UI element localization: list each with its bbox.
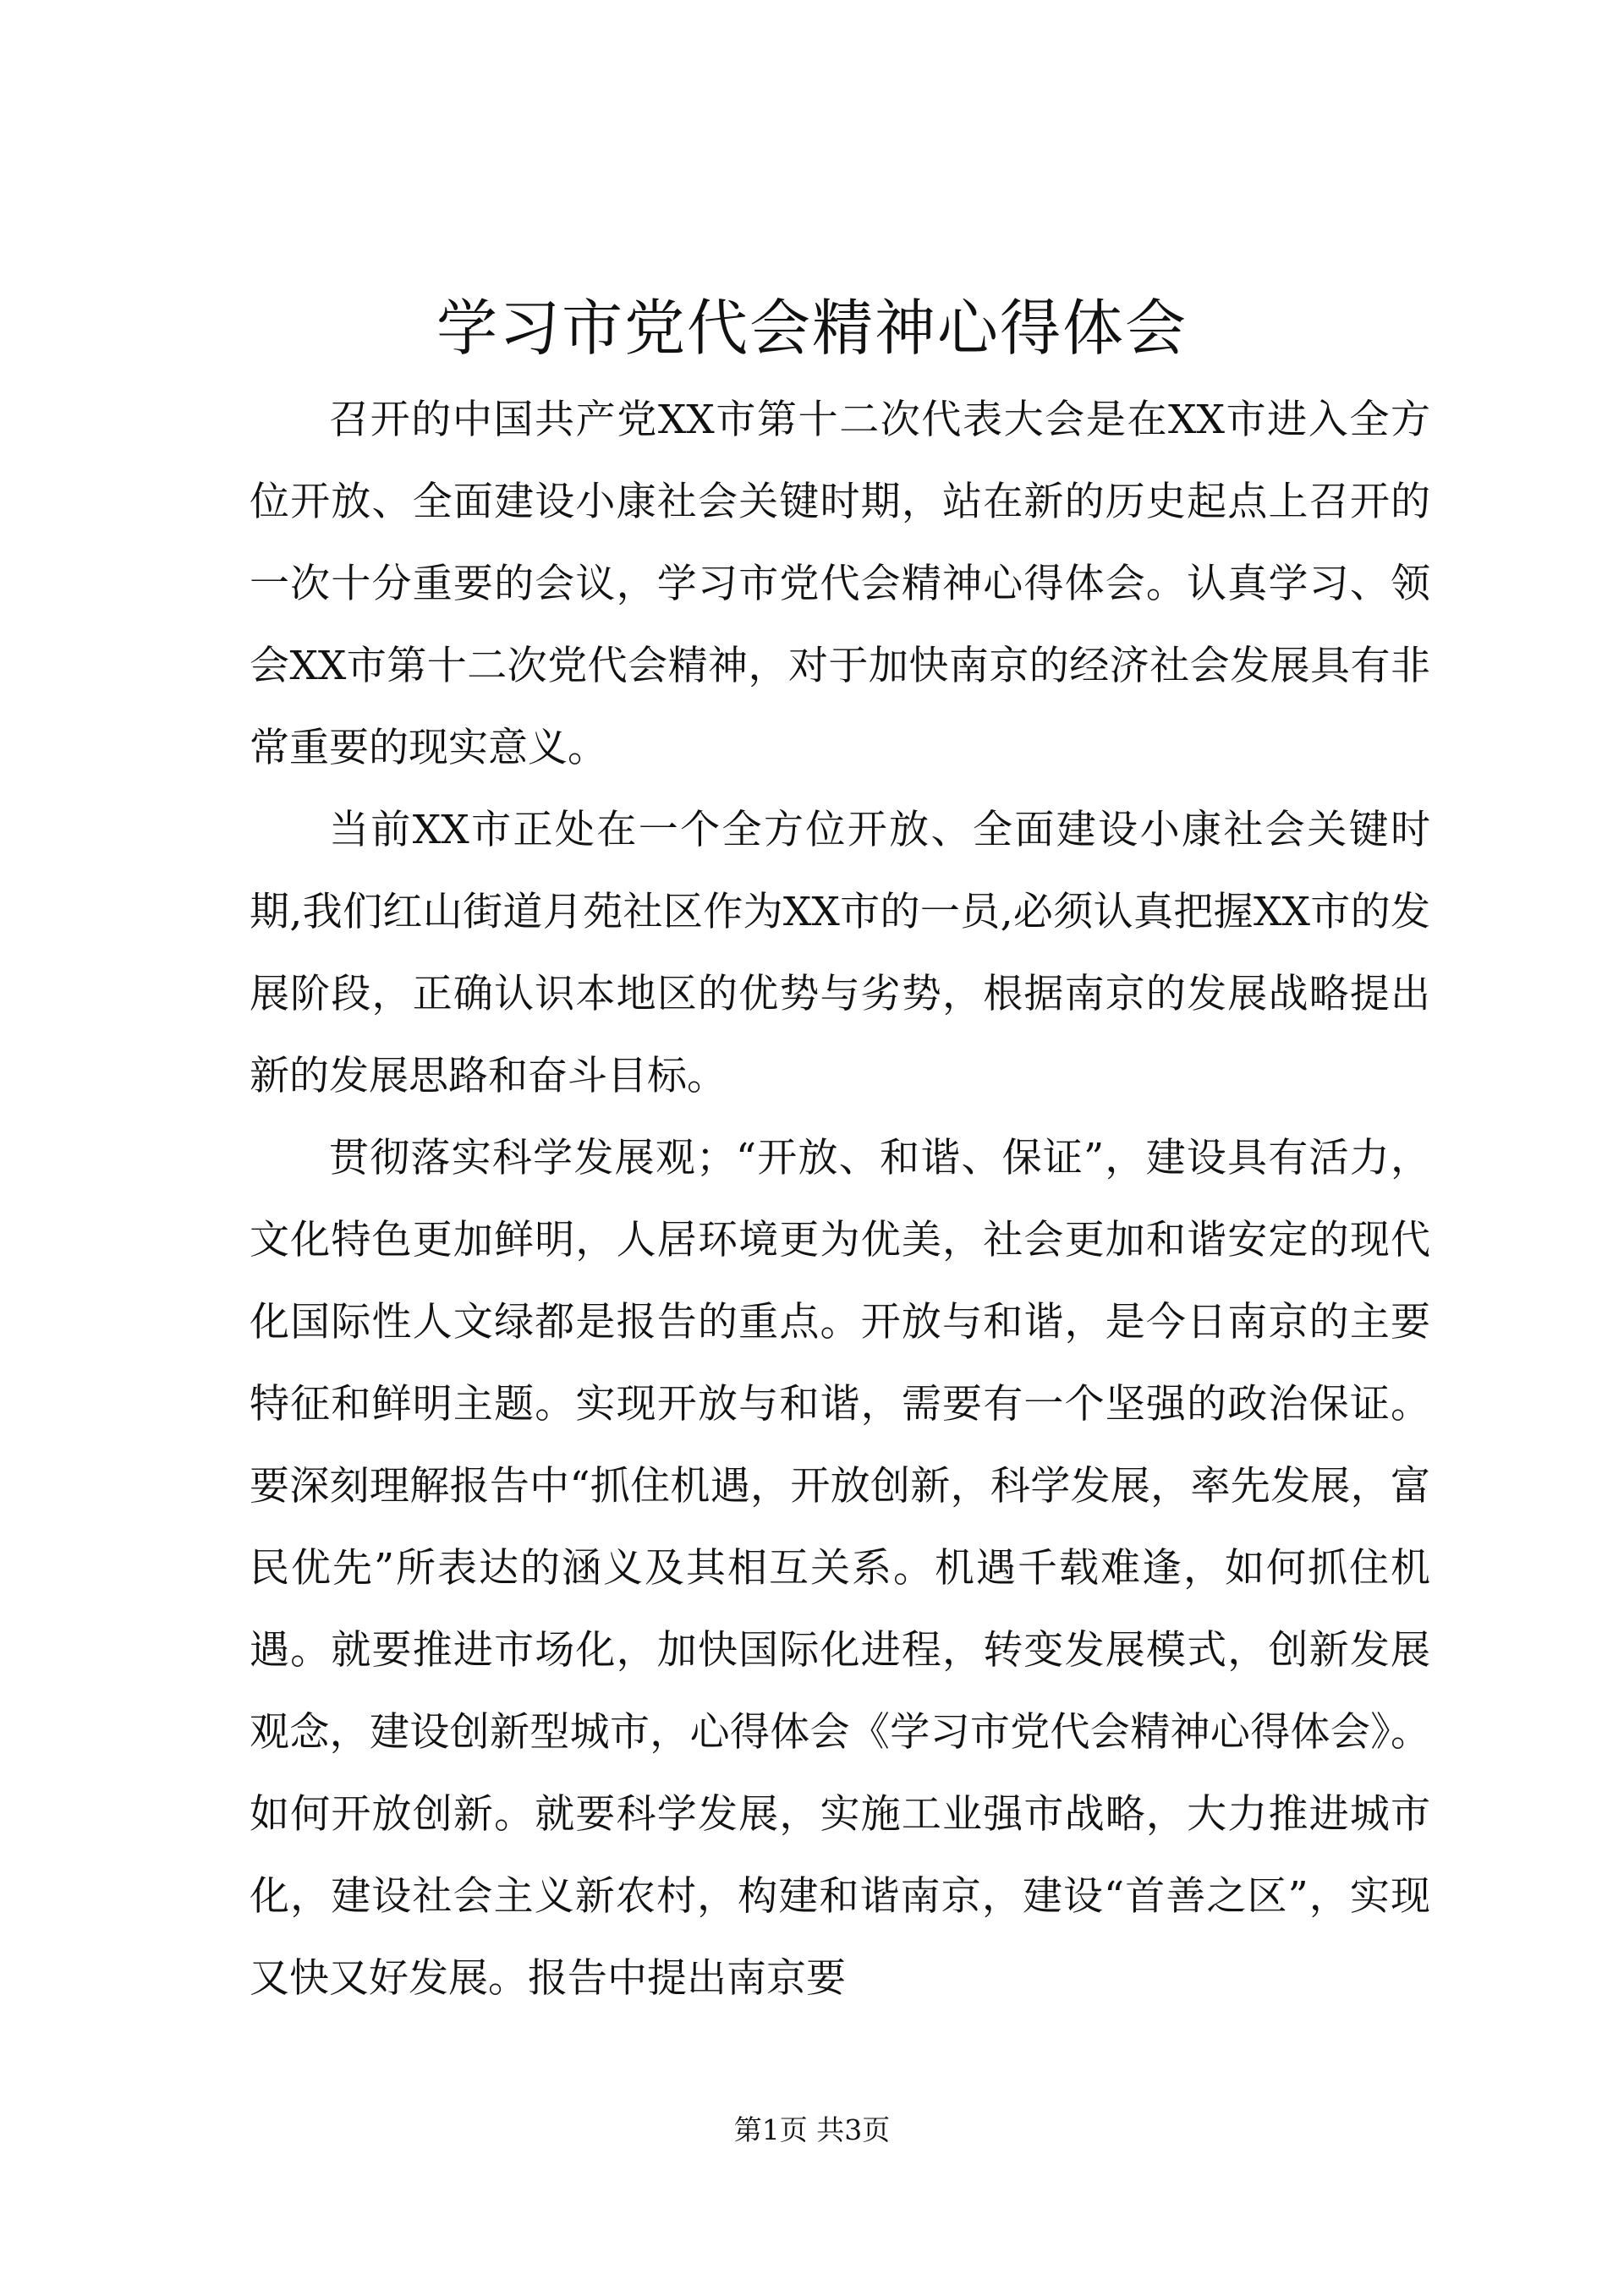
paragraph-2: 当前XX市正处在一个全方位开放、全面建设小康社会关键时期,我们红山街道月苑社区作为XX市的一员,必须认真把握XX市的发展阶段，正确认识本地区的优势与劣势，根据南京的发展战略提出新的发展思路和奋斗目标。: [250, 807, 1430, 1099]
paragraph-1: 召开的中国共产党XX市第十二次代表大会是在XX市进入全方位开放、全面建设小康社会关键时期，站在新的历史起点上召开的一次十分重要的会议，学习市党代会精神心得体会。认真学习、领会XX市第十二次党代会精神，对于加快南京的经济社会发展具有非常重要的现实意义。: [250, 397, 1430, 771]
paragraph-3: 贯彻落实科学发展观；“开放、和谐、保证”，建设具有活力，文化特色更加鲜明，人居环境更为优美，社会更加和谐安定的现代化国际性人文绿都是报告的重点。开放与和谐，是今日南京的主要特征和鲜明主题。实现开放与和谐，需要有一个坚强的政治保证。要深刻理解报告中“抓住机遇，开放创新，科学发展，率先发展，富民优先”所表达的涵义及其相互关系。机遇千载难逢，如何抓住机遇。就要推进市场化，加快国际化进程，转变发展模式，创新发展观念，建设创新型城市，心得体会《学习市党代会精神心得体会》。如何开放创新。就要科学发展，实施工业强市战略，大力推进城市化，建设社会主义新农村，构建和谐南京，建设“首善之区”，实现又快又好发展。报告中提出南京要: [250, 1135, 1430, 2002]
document-title: 学习市党代会精神心得体会: [436, 293, 1188, 364]
document-body: [250, 379, 1430, 2019]
page-footer: 第1页 共3页: [733, 2113, 891, 2146]
